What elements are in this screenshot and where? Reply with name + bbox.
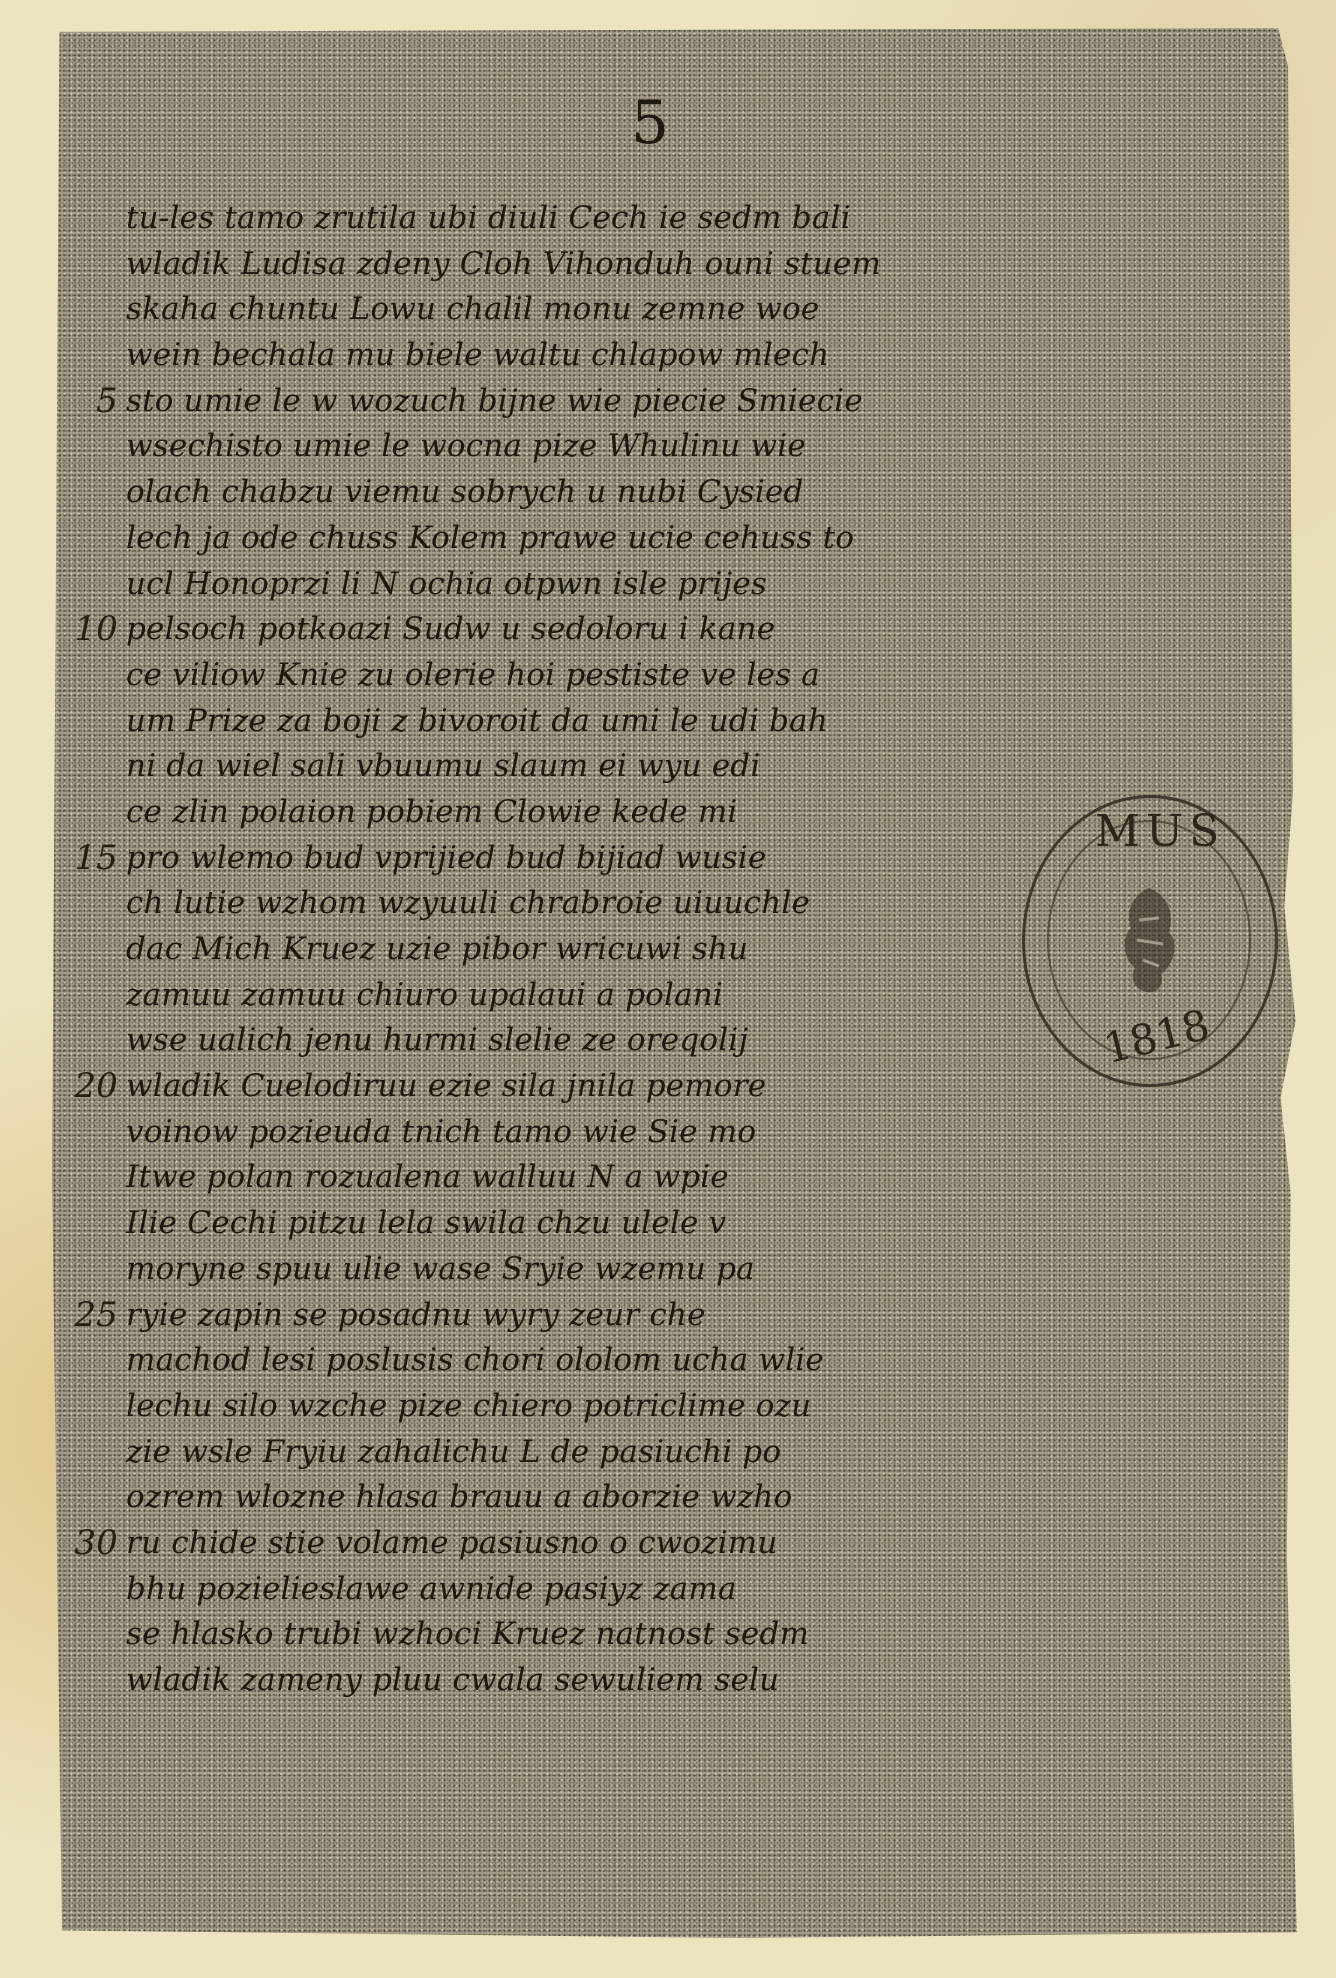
lion-emblem-icon (1109, 880, 1189, 1000)
manuscript-line: ozrem wlozne hlasa brauu a aborzie wzho (126, 1479, 793, 1516)
manuscript-line: Itwe polan rozualena walluu N a wpie (126, 1159, 729, 1196)
manuscript-line: 25 ryie zapin se posadnu wyry zeur che (126, 1293, 1006, 1339)
line-number: 10 (74, 609, 118, 650)
manuscript-line: Ilie Cechi pitzu lela swila chzu ulele v (126, 1205, 727, 1242)
manuscript-line: 20 wladik Cuelodiruu ezie sila jnila pemore (126, 1064, 1006, 1110)
manuscript-line: moryne spuu ulie wase Sryie wzemu pa (126, 1250, 755, 1287)
manuscript-text-block (74, 196, 1006, 1704)
manuscript-line: 15 pro wlemo bud vprijied bud bijiad wusie (126, 836, 1006, 882)
manuscript-line: tu-les tamo zrutila ubi diuli Cech ie sedm bali (126, 200, 851, 236)
manuscript-line: ch lutie wzhom wzyuuli chrabroie uiuuchle (126, 885, 811, 922)
manuscript-line: um Prize za boji z bivoroit da umi le udi bah (126, 702, 829, 739)
manuscript-line: zamuu zamuu chiuro upalaui a polani (126, 976, 724, 1013)
manuscript-line: ni da wiel sali vbuumu slaum ei wyu edi (126, 748, 761, 785)
manuscript-line: wse ualich jenu hurmi slelie ze oreqolij (126, 1022, 749, 1059)
manuscript-line: bhu pozielieslawe awnide pasiyz zama (126, 1570, 737, 1607)
manuscript-line: wsechisto umie le wocna pize Whulinu wie (126, 428, 806, 465)
manuscript-line: wladik zameny pluu cwala sewuliem selu (126, 1662, 780, 1698)
line-number: 15 (74, 837, 118, 878)
manuscript-line: ucl Honoprzi li N ochia otpwn isle prijes (126, 565, 767, 602)
manuscript-line: machod lesi poslusis chori ololom ucha wlie (126, 1342, 824, 1379)
manuscript-line: voinow pozieuda tnich tamo wie Sie mo (126, 1113, 757, 1150)
manuscript-line: 30 ru chide stie volame pasiusno o cwozimu (126, 1521, 1006, 1567)
line-number: 5 (96, 380, 118, 421)
manuscript-line: skaha chuntu Lowu chalil monu zemne woe (126, 291, 820, 328)
manuscript-line: lech ja ode chuss Kolem prawe ucie cehuss to (126, 519, 855, 556)
manuscript-line: ce viliow Knie zu olerie hoi pestiste ve les a (126, 656, 820, 693)
stamp-text: MUS (1095, 806, 1226, 857)
manuscript-line: ce zlin polaion pobiem Clowie kede mi (126, 793, 738, 830)
manuscript-line: wein bechala mu biele waltu chlapow mlech (126, 337, 830, 374)
page-number: 5 (630, 88, 670, 158)
line-number: 20 (74, 1066, 118, 1107)
manuscript-line: olach chabzu viemu sobrych u nubi Cysied (126, 474, 804, 511)
manuscript-line: se hlasko trubi wzhoci Kruez natnost sedm (126, 1616, 810, 1653)
manuscript-line: dac Mich Kruez uzie pibor wricuwi shu (126, 931, 749, 967)
line-number: 30 (74, 1522, 118, 1563)
line-number: 25 (74, 1294, 118, 1335)
manuscript-line: 5 sto umie le w wozuch bijne wie piecie Smiecie (126, 379, 1006, 425)
manuscript-line: lechu silo wzche pize chiero potriclime ozu (126, 1387, 812, 1424)
stamp-year: 1818 (1098, 999, 1215, 1074)
manuscript-line: wladik Ludisa zdeny Cloh Vihonduh ouni stuem (126, 245, 882, 282)
museum-stamp (1022, 795, 1278, 1087)
manuscript-line: 10 pelsoch potkoazi Sudw u sedoloru i kane (126, 607, 1006, 653)
manuscript-line: zie wsle Fryiu zahalichu L de pasiuchi po (126, 1433, 782, 1470)
